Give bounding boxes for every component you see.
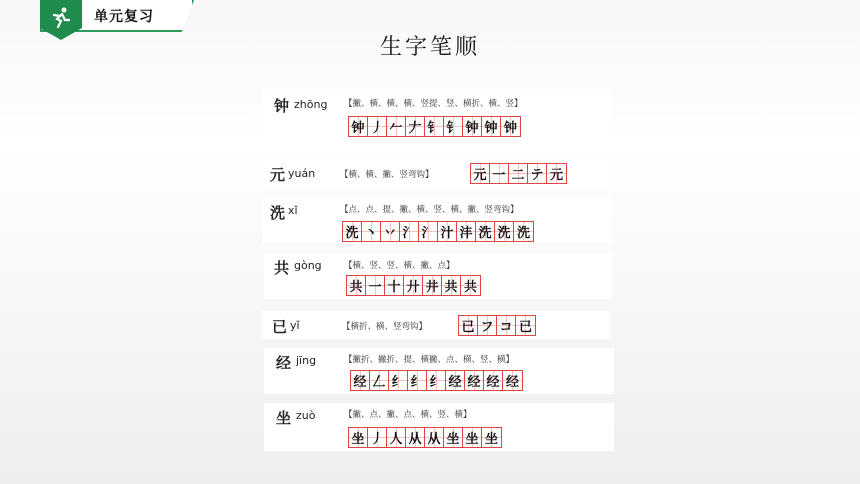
stroke-step: 钟 <box>501 117 520 136</box>
stroke-step: 洗 <box>343 222 362 241</box>
stroke-step: 经 <box>351 371 370 390</box>
stroke-card <box>262 197 612 243</box>
stroke-step: 经 <box>484 371 503 390</box>
stroke-step: 元 <box>547 164 566 183</box>
banner-label: 单元复习 <box>94 9 154 25</box>
stroke-step: 坐 <box>444 428 463 447</box>
stroke-step: 丿 <box>368 117 387 136</box>
stroke-step: 一 <box>490 164 509 183</box>
stroke-card <box>264 403 614 451</box>
stroke-step: 纟 <box>389 371 408 390</box>
stroke-step: 丷 <box>381 222 400 241</box>
stroke-step: 丶 <box>362 222 381 241</box>
stroke-grid <box>458 315 536 336</box>
stroke-step: 十 <box>385 276 404 295</box>
stroke-step: コ <box>497 316 516 335</box>
stroke-step: 共 <box>347 276 366 295</box>
stroke-step: 汁 <box>438 222 457 241</box>
stroke-card <box>264 348 614 394</box>
stroke-step: 丿 <box>368 428 387 447</box>
stroke-grid <box>348 427 502 448</box>
pinyin: yuán <box>288 167 316 180</box>
pinyin: zhōng <box>294 98 328 111</box>
pinyin: gòng <box>294 259 322 272</box>
stroke-step: 廾 <box>404 276 423 295</box>
pinyin: yǐ <box>290 319 300 332</box>
stroke-step: 氵 <box>419 222 438 241</box>
character: 钟 <box>274 97 290 115</box>
stroke-step: 经 <box>465 371 484 390</box>
stroke-step: 洗 <box>476 222 495 241</box>
stroke-grid <box>342 221 534 242</box>
stroke-step: 洗 <box>495 222 514 241</box>
page-title: 生字笔顺 <box>379 35 480 60</box>
stroke-step: 坐 <box>482 428 501 447</box>
stroke-step: 一 <box>366 276 385 295</box>
stroke-step: テ <box>528 164 547 183</box>
stroke-step: 钅 <box>444 117 463 136</box>
stroke-step: 从 <box>406 428 425 447</box>
stroke-card <box>262 90 612 140</box>
stroke-step: 钅 <box>425 117 444 136</box>
character: 已 <box>272 318 288 336</box>
stroke-step: 洗 <box>514 222 533 241</box>
character: 共 <box>274 259 290 277</box>
stroke-grid <box>470 163 567 184</box>
stroke-step: 钟 <box>463 117 482 136</box>
stroke-step: 已 <box>459 316 478 335</box>
runner-icon <box>49 6 73 30</box>
stroke-step: 井 <box>423 276 442 295</box>
stroke-step: 共 <box>461 276 480 295</box>
stroke-card <box>264 253 612 299</box>
stroke-step: 共 <box>442 276 461 295</box>
stroke-step: 纟 <box>427 371 446 390</box>
pinyin: jīng <box>296 354 317 367</box>
stroke-list: 【横、横、撇、竖弯钩】 <box>340 170 434 180</box>
stroke-grid <box>350 370 523 391</box>
pinyin: xǐ <box>288 204 298 217</box>
pinyin: zuò <box>296 409 316 422</box>
stroke-step: 纟 <box>408 371 427 390</box>
stroke-list: 【横、竖、竖、横、撇、点】 <box>344 261 455 271</box>
stroke-list: 【撇折、撇折、提、横撇、点、横、竖、横】 <box>344 355 515 365</box>
stroke-list: 【横折、横、竖弯钩】 <box>342 322 428 332</box>
stroke-card <box>262 311 610 339</box>
stroke-step: 经 <box>503 371 522 390</box>
character: 洗 <box>270 204 286 222</box>
stroke-list: 【撇、横、横、横、竖提、竖、横折、横、竖】 <box>344 99 523 109</box>
stroke-step: 𠂉 <box>387 117 406 136</box>
stroke-step: 元 <box>471 164 490 183</box>
stroke-step: 氵 <box>400 222 419 241</box>
stroke-step: 从 <box>425 428 444 447</box>
character: 经 <box>276 354 292 372</box>
character: 元 <box>270 166 286 184</box>
character: 坐 <box>276 409 292 427</box>
stroke-step: フ <box>478 316 497 335</box>
stroke-step: 坐 <box>349 428 368 447</box>
stroke-step: 𠃋 <box>370 371 389 390</box>
stroke-card <box>262 158 608 188</box>
stroke-step: 钟 <box>349 117 368 136</box>
stroke-step: 人 <box>387 428 406 447</box>
stroke-step: 二 <box>509 164 528 183</box>
stroke-step: 坐 <box>463 428 482 447</box>
stroke-grid <box>346 275 481 296</box>
stroke-step: 钟 <box>482 117 501 136</box>
stroke-list: 【撇、点、撇、点、横、竖、横】 <box>344 410 472 420</box>
stroke-step: 已 <box>516 316 535 335</box>
stroke-list: 【点、点、提、撇、横、竖、横、撇、竖弯钩】 <box>340 205 519 215</box>
stroke-step: 沣 <box>457 222 476 241</box>
stroke-step: 𠂇 <box>406 117 425 136</box>
stroke-grid <box>348 116 521 137</box>
stroke-step: 经 <box>446 371 465 390</box>
